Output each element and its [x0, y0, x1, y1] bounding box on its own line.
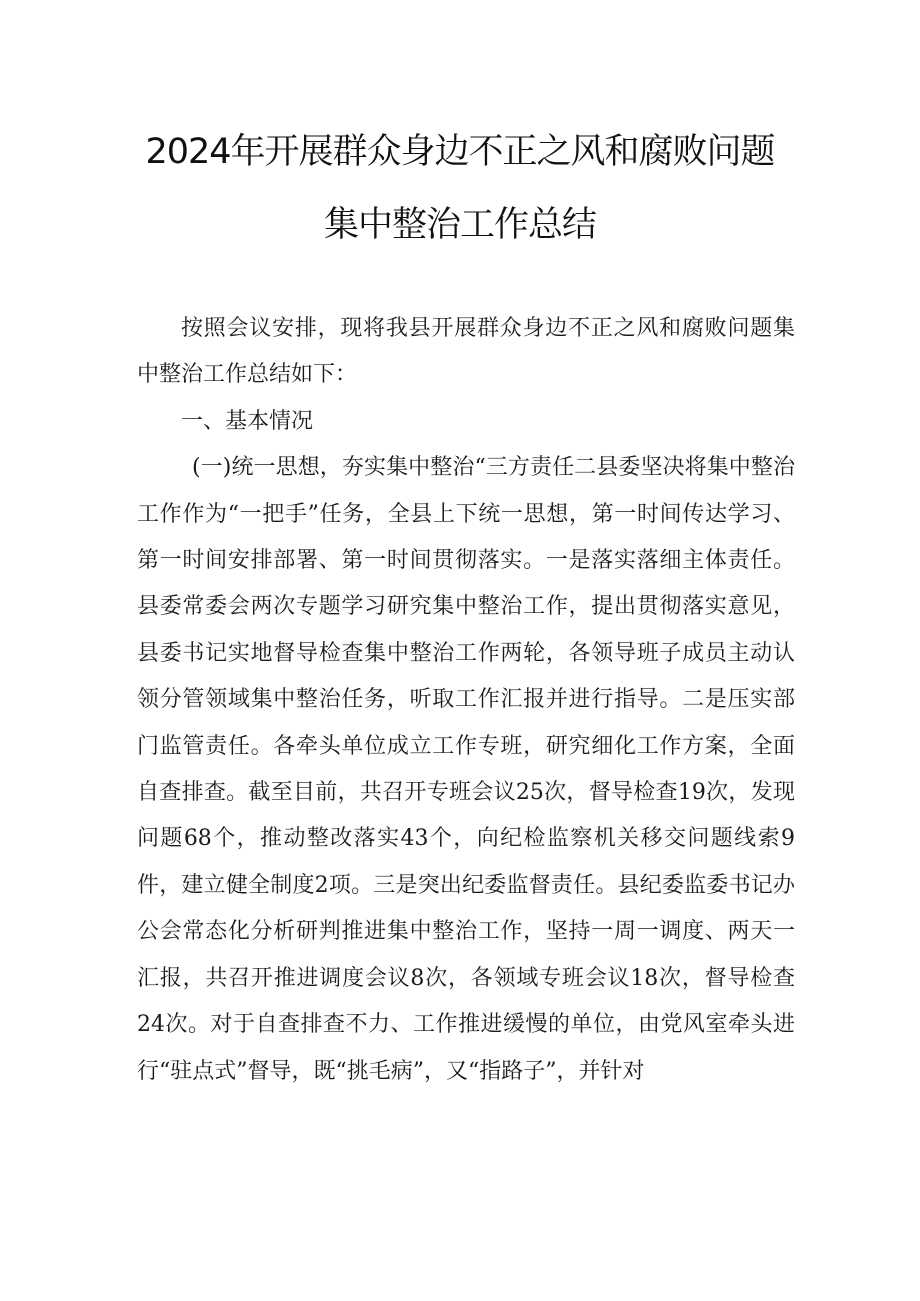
section-paragraph-unified-thinking: (一)统一思想，夯实集中整治“三方责任二县委坚决将集中整治工作作为“一把手”任务，全县上下统一思想，第一时间传达学习、第一时间安排部署、第一时间贯彻落实。一是落实落细主体责任。县委常委会两次专题学习研究集中整治工作，提出贯彻落实意见，县委书记实地督导检查集中整治工作两轮，各领导班子成员主动认领分管领域集中整治任务，听取工作汇报并进行指导。二是压实部门监管责任。各牵头单位成立工作专班，研究细化工作方案，全面自查排查。截至目前，共召开专班会议25次，督导检查19次，发现问题68个，推动整改落实43个，向纪检监察机关移交问题线索9件，建立健全制度2项。三是突出纪委监督责任。县纪委监委书记办公会常态化分析研判推进集中整治工作，坚持一周一调度、两天一汇报，共召开推进调度会议8次，各领域专班会议18次，督导检查24次。对于自查排查不力、工作推进缓慢的单位，由党风室牵头进行“驻点式”督导，既“挑毛病”，又“指路子”，并针对: [137, 455, 795, 1084]
document-title-line-2: 集中整治工作总结: [323, 205, 596, 245]
intro-paragraph: 按照会议安排，现将我县开展群众身边不正之风和腐败问题集中整治工作总结如下：: [137, 316, 795, 388]
section-heading-basic-situation: 一、基本情况: [181, 408, 314, 434]
document-title-line-1: 2024年开展群众身边不正之风和腐败问题: [145, 132, 775, 172]
document-body: [137, 306, 795, 1095]
